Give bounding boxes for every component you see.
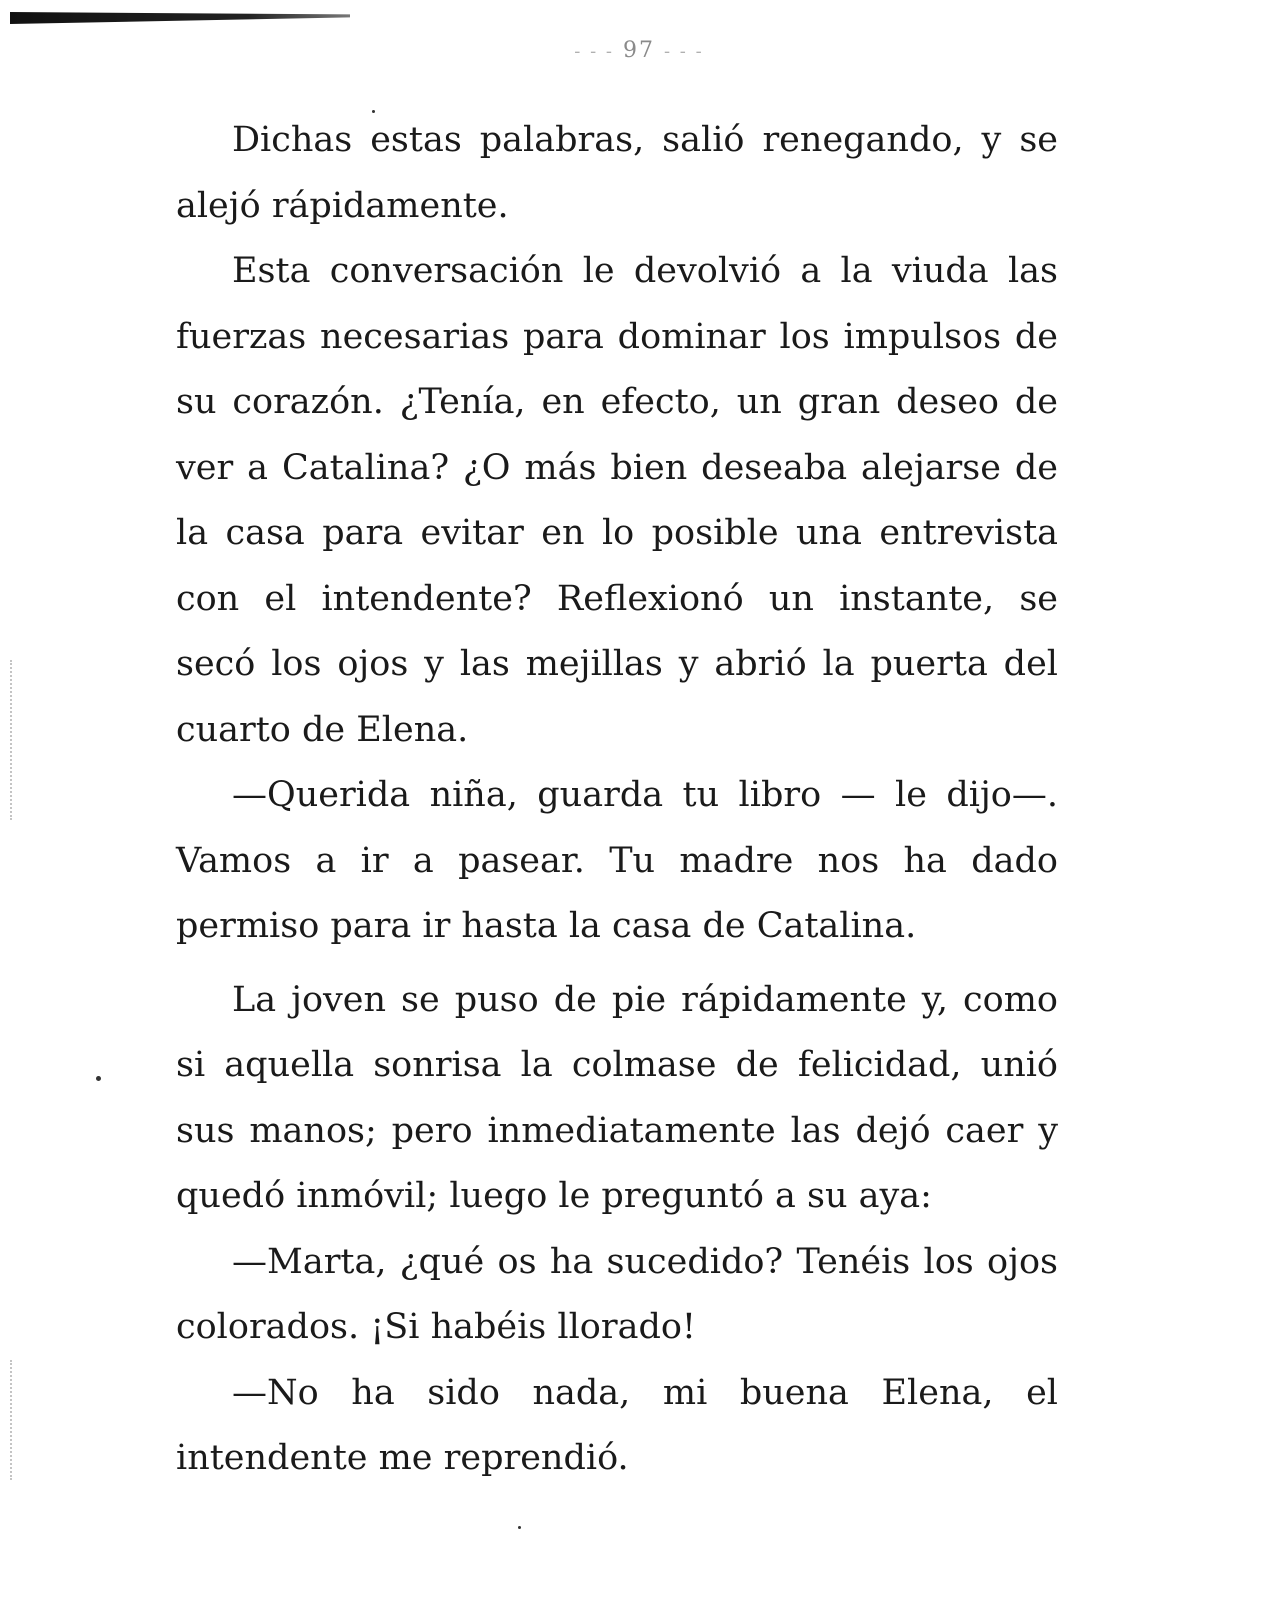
page-number-dash-right: - - - — [664, 41, 704, 62]
paragraph-3: —Querida niña, guarda tu libro — le dijo—. Vamos a ir a pasear. Tu madre nos ha dado permiso para ir hasta la casa de Catalina. — [176, 775, 1058, 946]
page-text-body — [176, 108, 1058, 1492]
page-number: 97 — [623, 38, 655, 63]
page-number-dash-left: - - - — [574, 41, 614, 62]
paragraph-6: —No ha sido nada, mi buena Elena, el intendente me reprendió. — [176, 1372, 1058, 1478]
paragraph-1: Dichas estas palabras, salió renegando, y se alejó rápidamente. — [176, 120, 1058, 226]
scan-edge-rule — [10, 12, 350, 24]
paragraph-4: La joven se puso de pie rápidamente y, como si aquella sonrisa la colmase de felicidad, unió sus manos; pero inmediatamente las dejó caer y quedó inmóvil; luego le preguntó a su aya: — [176, 979, 1058, 1216]
scan-edge-noise — [10, 1360, 14, 1480]
paragraph-2: Esta conversación le devolvió a la viuda las fuerzas necesarias para dominar los impulsos de su corazón. ¿Tenía, en efecto, un gran deseo de ver a Catalina? ¿O más bien deseaba alejarse de la casa para evitar en lo posible una entrevista con el intendente? Reflexionó un instante, se secó los ojos y las mejillas y abrió la puerta del cuarto de Elena. — [176, 251, 1058, 750]
paragraph-5: —Marta, ¿qué os ha sucedido? Tenéis los ojos colorados. ¡Si habéis llorado! — [176, 1241, 1058, 1347]
scan-speck — [96, 1076, 101, 1081]
scan-edge-noise — [10, 660, 14, 820]
scan-speck — [518, 1526, 521, 1529]
scan-speck — [372, 110, 375, 113]
page-number-header — [0, 38, 1278, 63]
